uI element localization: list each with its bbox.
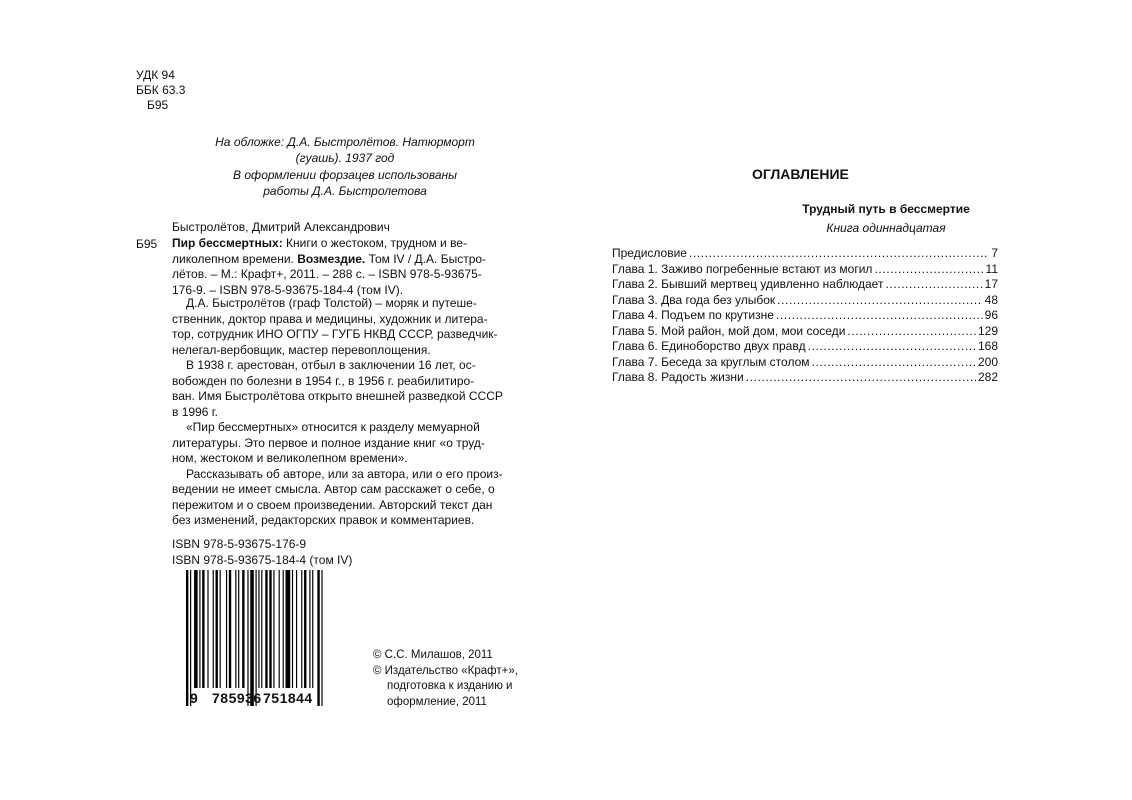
toc-entry-label: Предисловие [612, 246, 687, 260]
barcode-bar [258, 570, 259, 688]
barcode-guard-bar [190, 570, 191, 706]
annotation-line: тор, сотрудник ИНО ОГПУ – ГУГБ НКВД СССР, разведчик- [172, 327, 498, 341]
barcode-bar [207, 570, 208, 688]
barcode-guard-bar [186, 570, 188, 706]
volume-title: Возмездие. [297, 251, 366, 266]
toc-entry[interactable] [612, 262, 998, 278]
annotation-line: вобожден по болезни в 1954 г., в 1956 г. реабилитиро- [172, 373, 475, 388]
barcode-bar [301, 570, 302, 688]
toc-entry-page: 282 [977, 370, 998, 384]
barcode-bar [279, 570, 280, 688]
toc-entry-label: Глава 4. Подъем по крутизне [612, 308, 774, 322]
annotation-line: «Пир бессмертных» относится к разделу мемуарной [186, 420, 480, 434]
annotation-line: нелегал-вербовщик, мастер перевоплощения. [172, 342, 431, 357]
toc-entry-label: Глава 8. Радость жизни [612, 370, 744, 384]
leader-dots [777, 293, 982, 309]
toc-entry-label: Глава 5. Мой район, мой дом, мои соседи [612, 323, 846, 338]
annotation-line: ведении не имеет смысла. Автор сам расскажет о себе, о [172, 482, 495, 496]
barcode-bar [269, 570, 271, 688]
leader-dots [874, 262, 983, 278]
bbk-code: ББК 63.3 [136, 83, 186, 97]
toc-entry-page: 96 [984, 308, 998, 322]
toc-entry[interactable] [612, 246, 998, 262]
toc-entry-label: Глава 3. Два года без улыбок [612, 292, 776, 307]
biblio-line: лётов. – М.: Крафт+, 2011. – 288 с. – ISBN 978-5-93675- [172, 267, 482, 281]
toc-entry-label: Глава 1. Заживо погребенные встают из могил [612, 261, 873, 276]
annotation-line: Рассказывать об авторе, или за автора, или о его произ- [186, 466, 503, 481]
toc-entry-page: 168 [977, 339, 998, 353]
annotation [172, 296, 524, 529]
annotation-line: ственник, доктор права и медицины, художник и литера- [172, 311, 488, 326]
toc-entry[interactable] [612, 293, 998, 309]
book-subtitle: Книга одиннадцатая [826, 221, 946, 235]
toc-entry-page: 48 [984, 292, 998, 307]
annotation-line: ном, жестоком и великолепном времени». [172, 451, 408, 465]
barcode-guard-bar [247, 570, 248, 706]
barcode-bar [296, 570, 297, 688]
barcode-digits-right: 751844 [263, 690, 313, 706]
leader-dots [776, 308, 983, 324]
isbn-series: ISBN 978-5-93675-176-9 [172, 537, 307, 551]
barcode-bar [199, 570, 200, 688]
leader-dots [746, 370, 976, 386]
biblio-text: Книги о жестоком, трудном и ве- [282, 236, 467, 250]
table-of-contents [612, 246, 998, 386]
udc-code: УДК 94 [136, 68, 175, 82]
toc-entry[interactable] [612, 308, 998, 324]
toc-entry-page: 129 [977, 323, 998, 338]
barcode-guard-bar [317, 570, 319, 706]
isbn-volume: ISBN 978-5-93675-184-4 (том IV) [172, 553, 353, 567]
barcode-bar [309, 570, 310, 688]
copyright-line: оформление, 2011 [387, 695, 487, 708]
barcode-bar [286, 570, 291, 688]
toc-entry[interactable] [612, 339, 998, 355]
series-title: Трудный путь в бессмертие [802, 202, 970, 216]
barcode-bar [238, 570, 239, 688]
barcode-guard-bar [321, 570, 322, 706]
right-page [566, 0, 1132, 800]
biblio-text: ликолепном времени. [172, 251, 298, 266]
cover-note [190, 135, 500, 166]
toc-title: ОГЛАВЛЕНИЕ [752, 166, 849, 182]
toc-entry[interactable] [612, 370, 998, 386]
barcode-digits-left: 785936 [212, 690, 262, 706]
toc-entry-page: 200 [977, 354, 998, 369]
barcode-bar [235, 570, 236, 688]
barcode-guard-bar [250, 570, 254, 706]
barcode-digit-first: 9 [190, 690, 198, 706]
endpaper-note-line: работы Д.А. Быстролетова [263, 183, 427, 198]
leader-dots [885, 277, 982, 293]
copyright-line: © С.С. Милашов, 2011 [373, 649, 493, 661]
barcode-bar [229, 570, 231, 688]
annotation-line: пережитом и о своем произведении. Авторский текст дан [172, 497, 493, 512]
barcode-bar [273, 570, 274, 688]
copyright-block [373, 648, 518, 710]
copyright-line: © Издательство «Крафт+», [373, 664, 518, 677]
cover-note-line: На обложке: Д.А. Быстролётов. Натюрморт [215, 135, 475, 149]
toc-entry-label: Глава 6. Единоборство двух правд [612, 339, 806, 353]
barcode-bar [216, 570, 218, 688]
leader-dots [689, 246, 989, 262]
annotation-line: ван. Имя Быстролётова открыто внешней разведкой СССР [172, 389, 503, 403]
author-mark-2: Б95 [136, 237, 158, 251]
toc-entry-page: 7 [991, 246, 998, 260]
toc-entry[interactable] [612, 355, 998, 371]
barcode-bar [292, 570, 293, 688]
biblio-line: 176-9. – ISBN 978-5-93675-184-4 (том IV). [172, 282, 404, 297]
barcode-bar [265, 570, 267, 688]
author-mark: Б95 [147, 98, 169, 112]
bibliographic-record [172, 236, 522, 298]
author-heading: Быстролётов, Дмитрий Александрович [172, 220, 390, 234]
copyright-line: подготовка к изданию и [387, 680, 513, 692]
toc-entry-label: Глава 2. Бывший мертвец удивленно наблюдает [612, 277, 884, 291]
barcode-guard-bar [255, 570, 256, 706]
cover-note-line: (гуашь). 1937 год [295, 150, 395, 165]
barcode-bar [220, 570, 221, 688]
barcode-bar [304, 570, 306, 688]
annotation-line: в 1996 г. [172, 404, 218, 419]
barcode-bar [242, 570, 244, 688]
toc-entry[interactable] [612, 324, 998, 340]
annotation-line: литературы. Это первое и полное издание книг «о труд- [172, 435, 485, 450]
barcode-bar [312, 570, 313, 688]
barcode-bar [283, 570, 284, 688]
barcode-bar [202, 570, 204, 688]
endpaper-note-line: В оформлении форзацев использованы [233, 168, 457, 182]
annotation-line: В 1938 г. арестован, отбыл в заключении 16 лет, ос- [186, 358, 476, 372]
toc-entry[interactable] [612, 277, 998, 293]
toc-entry-label: Глава 7. Беседа за круглым столом [612, 354, 810, 369]
barcode-bar [194, 570, 198, 688]
biblio-line [172, 236, 522, 252]
barcode-icon [176, 570, 336, 708]
leader-dots [808, 339, 976, 355]
leader-dots [812, 355, 976, 371]
biblio-text: Том IV / Д.А. Быстро- [365, 251, 487, 266]
toc-entry-page: 11 [985, 261, 998, 276]
annotation-line: без изменений, редакторских правок и комментариев. [172, 513, 475, 527]
book-title: Пир бессмертных: [172, 236, 283, 250]
leader-dots [847, 324, 976, 340]
barcode-bar [213, 570, 214, 688]
barcode-bar [261, 570, 262, 688]
endpaper-note [190, 168, 500, 199]
barcode-bar [226, 570, 227, 688]
annotation-line: Д.А. Быстролётов (граф Толстой) – моряк и путеше- [186, 296, 477, 310]
toc-entry-page: 17 [984, 277, 998, 291]
biblio-line [172, 252, 522, 268]
